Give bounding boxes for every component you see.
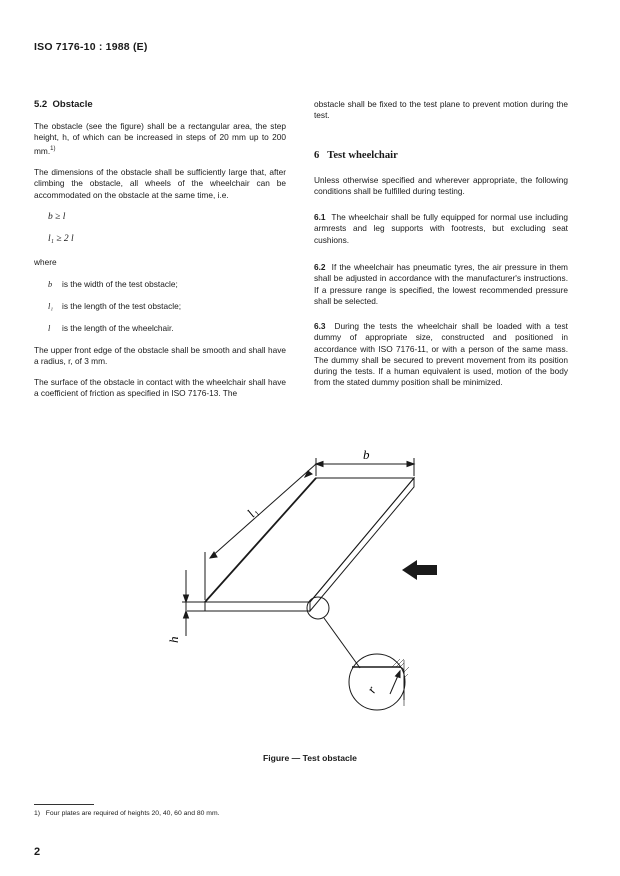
obstacle-side-face: [310, 478, 414, 611]
footnote: [34, 810, 220, 817]
dimension-l1-line: [210, 464, 316, 558]
section-number: 6: [314, 150, 320, 161]
definition-symbol: l: [48, 324, 51, 333]
clause-text: During the tests the wheelchair shall be loaded with a test dummy of appropriate size, constructed and positioned in accordance with ISO 7176-11, or with a person of the same mass. The dummy shall be secured to prevent movement from its position during the tests. If a human equivalent is used, motion of the body from the stated dummy position shall be minimized.: [314, 321, 568, 388]
footnote-mark: 1): [34, 810, 41, 817]
section-title: Obstacle: [52, 99, 93, 110]
formula-length: l₁ ≥ 2 l: [48, 234, 74, 244]
clause-number: 6.3: [314, 321, 326, 331]
definition-text: is the length of the test obstacle;: [62, 301, 181, 311]
clause-number: 6.1: [314, 212, 326, 222]
paragraph-obstacle-fixed: obstacle shall be fixed to the test plane to prevent motion during the test.: [314, 99, 568, 121]
definition-text: is the width of the test obstacle;: [62, 279, 178, 289]
definition-text: is the length of the wheelchair.: [62, 323, 174, 333]
page-number: 2: [34, 846, 41, 858]
label-l1: l₁: [243, 504, 261, 520]
section-number: 5.2: [34, 99, 48, 110]
paragraph-test-conditions: Unless otherwise specified and wherever appropriate, the following conditions shall be fulfilled during testing.: [314, 175, 568, 197]
footnote-separator: [34, 804, 94, 805]
footnote-ref: 1): [50, 145, 56, 152]
detail-edge-profile: [354, 667, 404, 700]
label-r: r: [363, 683, 380, 696]
paragraph-front-edge: The upper front edge of the obstacle shall be smooth and shall have a radius, r, of 3 mm.: [34, 345, 286, 367]
obstacle-top-face: [205, 478, 414, 602]
section-title: Test wheelchair: [327, 150, 398, 161]
paragraph-obstacle-dimensions: The dimensions of the obstacle shall be sufficiently large that, after climbing the obstacle, all wheels of the wheelchair can be accommodated on the obstacle at the same time, i.e.: [34, 167, 286, 200]
paragraph-friction: The surface of the obstacle in contact with the wheelchair shall have a coefficient of friction as specified in ISO 7176-13. The: [34, 377, 286, 399]
clause-number: 6.2: [314, 262, 326, 272]
paragraph-text: The obstacle (see the figure) shall be a rectangular area, the step height, h, of which can be increased in steps of 20 mm up to 200 mm.: [34, 121, 286, 156]
direction-arrow-icon: [402, 560, 437, 580]
definition-symbol: b: [48, 280, 53, 289]
where-label: where: [34, 257, 57, 267]
definition-symbol: l₁: [48, 302, 54, 311]
label-h: h: [166, 636, 181, 643]
obstacle-front-face: [205, 602, 310, 611]
clause-text: The wheelchair shall be fully equipped for normal use including armrests and leg supports with footrests, but excluding seat cushions.: [314, 212, 568, 245]
figure-caption: Figure — Test obstacle: [263, 753, 357, 763]
clause-text: If the wheelchair has pneumatic tyres, the air pressure in them shall be adjusted in accordance with the manufacturer's instructions. If a pressure range is specified, the lowest recommended pressure shall be selected.: [314, 262, 568, 306]
formula-width: b ≥ l: [48, 212, 66, 222]
label-b: b: [363, 447, 370, 462]
document-header: ISO 7176-10 : 1988 (E): [34, 41, 148, 53]
footnote-text: Four plates are required of heights 20, 40, 60 and 80 mm.: [45, 810, 220, 817]
